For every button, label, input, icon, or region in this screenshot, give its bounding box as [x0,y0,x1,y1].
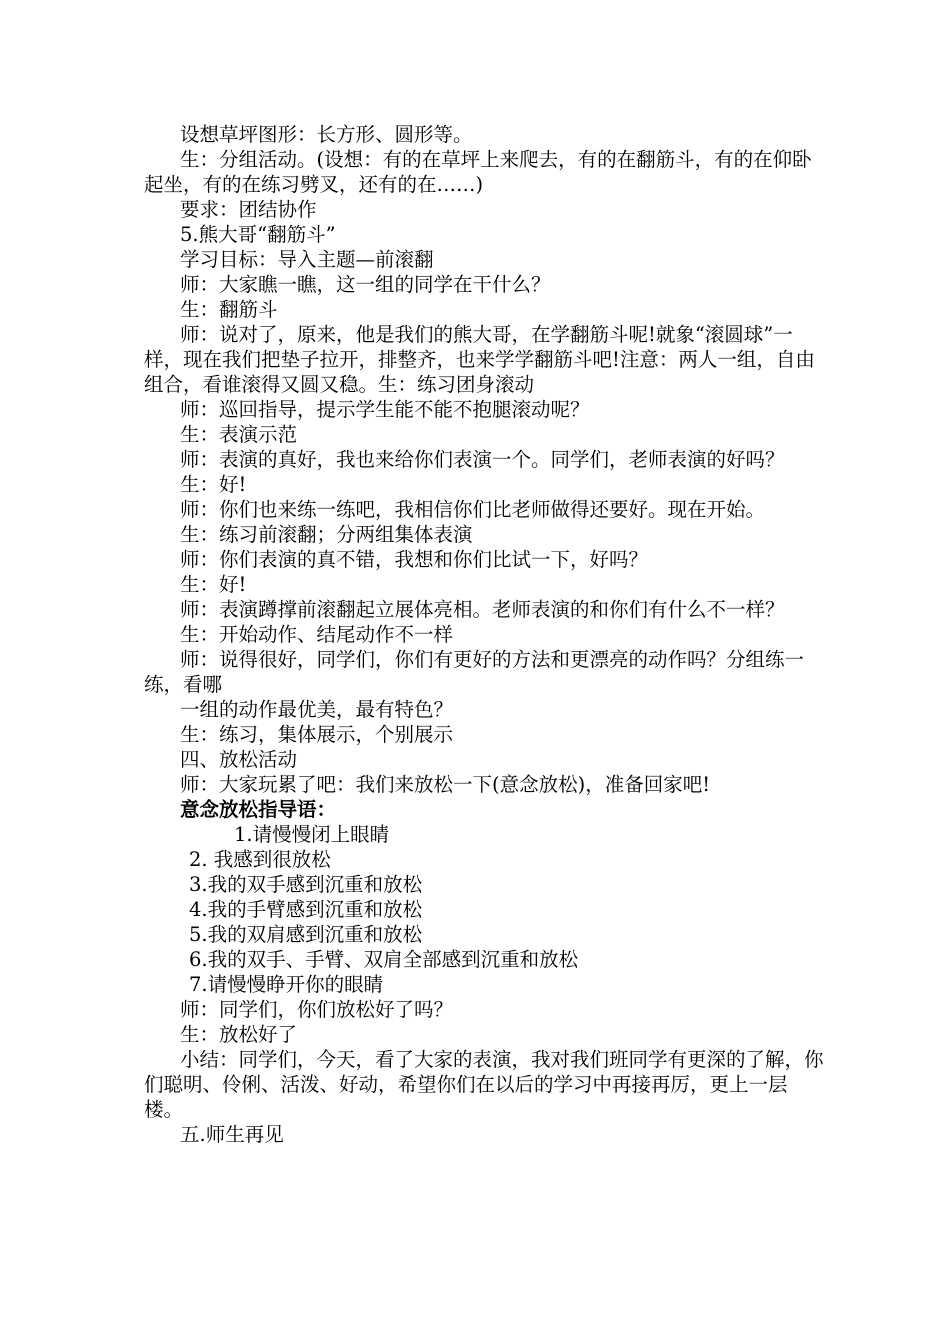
paragraph: 师：说得很好，同学们，你们有更好的方法和更漂亮的动作吗？分组练一练，看哪 [144,648,805,696]
paragraph: 师：说对了，原来，他是我们的熊大哥，在学翻筋斗呢!就象“滚圆球”一样，现在我们把垫子拉开，排整齐，也来学学翻筋斗吧!注意：两人一组，自由组合，看谁滚得又圆又稳。生：练习团身滚动 [144,323,815,396]
paragraph: 一组的动作最优美，最有特色？ [180,698,454,721]
guide-item: 5.我的双肩感到沉重和放松 [189,923,423,946]
paragraph: 设想草坪图形：长方形、圆形等。 [180,123,473,146]
paragraph: 生：分组活动。(设想：有的在草坪上来爬去，有的在翻筋斗，有的在仰卧起坐，有的在练习劈叉，还有的在……) [144,148,812,196]
paragraph: 生：开始动作、结尾动作不一样 [180,623,454,646]
guide-item: 7.请慢慢睁开你的眼睛 [189,973,384,996]
paragraph: 要求：团结协作 [180,198,317,221]
paragraph: 生：表演示范 [180,423,298,446]
paragraph: 师：巡回指导，提示学生能不能不抱腿滚动呢？ [180,398,590,421]
paragraph: 5.熊大哥“翻筋斗” [180,223,336,246]
summary-paragraph: 小结：同学们，今天，看了大家的表演，我对我们班同学有更深的了解，你们聪明、伶俐、活泼、好动，希望你们在以后的学习中再接再厉，更上一层楼。 [144,1048,824,1121]
guide-item: 4.我的手臂感到沉重和放松 [189,898,423,921]
paragraph: 师：表演蹲撑前滚翻起立展体亮相。老师表演的和你们有什么不一样？ [180,598,785,621]
guide-item: 2. 我感到很放松 [189,848,331,871]
paragraph: 师：表演的真好，我也来给你们表演一个。同学们，老师表演的好吗？ [180,448,785,471]
section-heading: 四、放松活动 [180,748,298,771]
paragraph: 师：你们也来练一练吧，我相信你们比老师做得还要好。现在开始。 [180,498,766,521]
paragraph: 生：好! [180,473,247,496]
paragraph: 生：翻筋斗 [180,298,278,321]
guide-title: 意念放松指导语： [180,798,337,821]
paragraph: 学习目标：导入主题—前滚翻 [180,248,434,271]
section-heading: 五.师生再见 [180,1123,284,1146]
paragraph: 生：好! [180,573,247,596]
paragraph: 师：你们表演的真不错，我想和你们比试一下，好吗？ [180,548,649,571]
paragraph: 师：大家玩累了吧：我们来放松一下(意念放松)，准备回家吧! [180,773,711,796]
paragraph: 生：练习，集体展示，个别展示 [180,723,454,746]
paragraph: 生：放松好了 [180,1023,298,1046]
guide-item: 3.我的双手感到沉重和放松 [189,873,423,896]
paragraph: 生：练习前滚翻；分两组集体表演 [180,523,473,546]
document-body [144,122,824,1147]
paragraph: 师：同学们，你们放松好了吗？ [180,998,454,1021]
guide-item: 6.我的双手、手臂、双肩全部感到沉重和放松 [189,948,579,971]
guide-item: 1.请慢慢闭上眼睛 [234,823,390,846]
paragraph: 师：大家瞧一瞧，这一组的同学在干什么？ [180,273,551,296]
